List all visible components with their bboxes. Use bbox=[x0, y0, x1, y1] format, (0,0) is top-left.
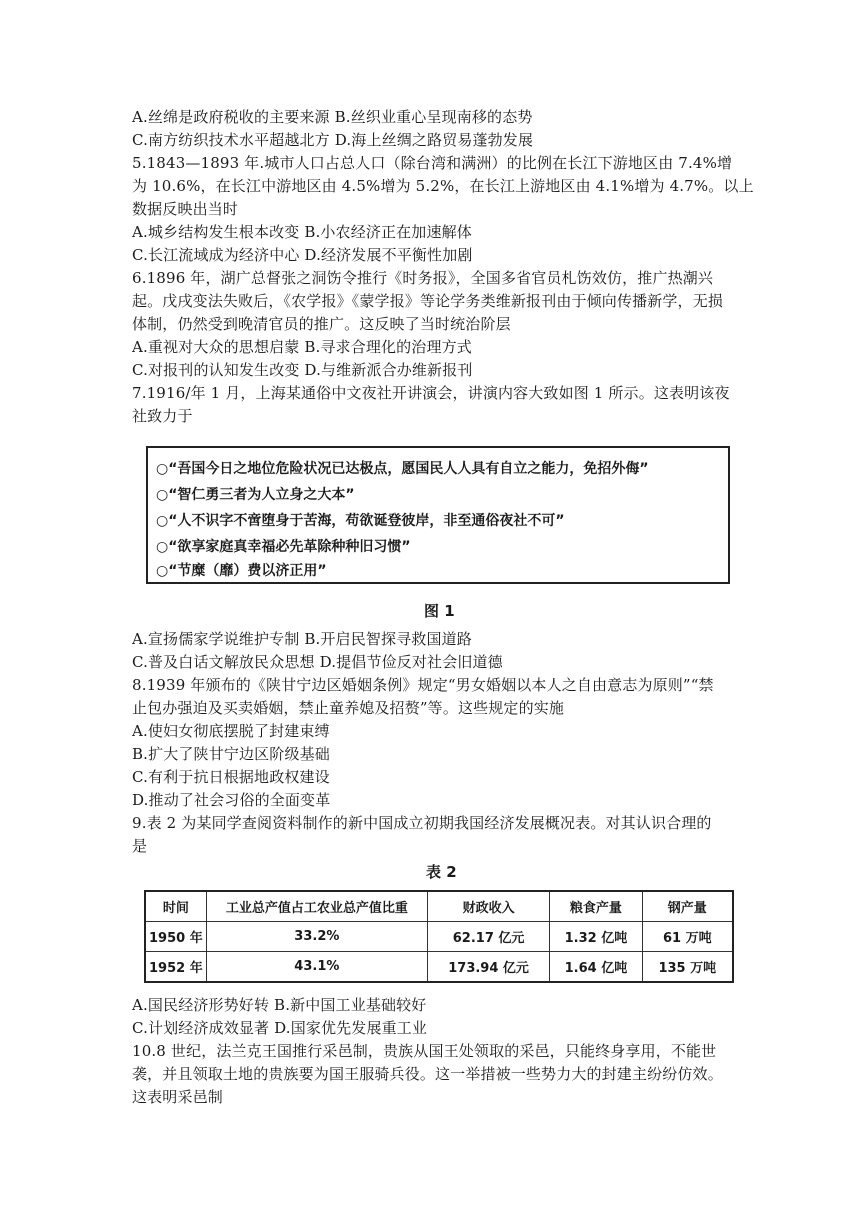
q5-option-ab: A.城乡结构发生根本改变 B.小农经济正在加速解体 bbox=[132, 223, 472, 241]
table-cell: 1.64 亿吨 bbox=[550, 952, 642, 983]
table-2 bbox=[144, 890, 734, 983]
q8-stem-line-1: 8.1939 年颁布的《陕甘宁边区婚姻条例》规定“男女婚姻以本人之自由意志为原则”“禁 bbox=[132, 676, 714, 694]
table-header-cell: 钢产量 bbox=[642, 891, 733, 922]
q6-stem-line-3: 体制，仍然受到晚清官员的推广。这反映了当时统治阶层 bbox=[132, 315, 511, 333]
table-row bbox=[145, 922, 733, 952]
q8-option-c: C.有利于抗日根据地政权建设 bbox=[132, 768, 330, 786]
table-cell: 1950 年 bbox=[145, 922, 206, 952]
table-cell: 43.1% bbox=[206, 952, 427, 983]
table-cell: 1.32 亿吨 bbox=[550, 922, 642, 952]
q8-option-a: A.使妇女彻底摆脱了封建束缚 bbox=[132, 722, 330, 740]
q4-option-cd: C.南方纺织技术水平超越北方 D.海上丝绸之路贸易蓬勃发展 bbox=[132, 131, 534, 149]
figure-1-caption: 图 1 bbox=[424, 602, 455, 620]
q6-option-cd: C.对报刊的认知发生改变 D.与维新派合办维新报刊 bbox=[132, 361, 473, 379]
q9-option-cd: C.计划经济成效显著 D.国家优先发展重工业 bbox=[132, 1019, 428, 1037]
q5-stem-line-2: 为 10.6%，在长江中游地区由 4.5%增为 5.2%，在长江上游地区由 4.1%增为 4.7%。以上 bbox=[132, 177, 754, 195]
figure-1-item: ○“欲享家庭真幸福必先革除种种旧习惯” bbox=[156, 539, 411, 555]
q6-stem-line-2: 起。戊戌变法失败后，《农学报》《蒙学报》等论学务类维新报刊由于倾向传播新学，无损 bbox=[132, 292, 724, 310]
table-cell: 62.17 亿元 bbox=[427, 922, 549, 952]
q8-option-b: B.扩大了陕甘宁边区阶级基础 bbox=[132, 745, 330, 763]
q8-option-d: D.推动了社会习俗的全面变革 bbox=[132, 791, 331, 809]
table-2-caption: 表 2 bbox=[426, 863, 457, 881]
figure-1-item: ○“智仁勇三者为人立身之大本” bbox=[156, 487, 355, 503]
figure-1-item: ○“人不识字不啻堕身于苦海，苟欲诞登彼岸，非至通俗夜社不可” bbox=[156, 513, 565, 529]
table-header-cell: 粮食产量 bbox=[550, 891, 642, 922]
table-row bbox=[145, 952, 733, 983]
q5-stem-line-3: 数据反映出当时 bbox=[132, 200, 239, 218]
figure-1-item: ○“节糜（靡）费以济正用” bbox=[156, 563, 327, 579]
table-cell: 1952 年 bbox=[145, 952, 206, 983]
q4-option-ab: A.丝绵是政府税收的主要来源 B.丝织业重心呈现南移的态势 bbox=[132, 108, 533, 126]
q9-stem-line-1: 9.表 2 为某同学查阅资料制作的新中国成立初期我国经济发展概况表。对其认识合理的 bbox=[132, 814, 712, 832]
table-header-cell: 财政收入 bbox=[427, 891, 549, 922]
q8-stem-line-2: 止包办强迫及买卖婚姻，禁止童养媳及招赘”等。这些规定的实施 bbox=[132, 699, 565, 717]
q10-stem-line-3: 这表明采邑制 bbox=[132, 1088, 223, 1106]
table-header-cell: 工业总产值占工农业总产值比重 bbox=[206, 891, 427, 922]
figure-1-box bbox=[146, 446, 730, 584]
table-cell: 135 万吨 bbox=[642, 952, 733, 983]
table-cell: 61 万吨 bbox=[642, 922, 733, 952]
table-cell: 33.2% bbox=[206, 922, 427, 952]
q10-stem-line-1: 10.8 世纪，法兰克王国推行采邑制，贵族从国王处领取的采邑，只能终身享用，不能世 bbox=[132, 1042, 717, 1060]
q9-option-ab: A.国民经济形势好转 B.新中国工业基础较好 bbox=[132, 996, 427, 1014]
q5-stem-line-1: 5.1843—1893 年.城市人口占总人口（除台湾和满洲）的比例在长江下游地区由 7.4%增 bbox=[132, 154, 733, 172]
q5-option-cd: C.长江流域成为经济中心 D.经济发展不平衡性加剧 bbox=[132, 246, 473, 264]
table-header-row bbox=[145, 891, 733, 922]
q6-stem-line-1: 6.1896 年，湖广总督张之洞饬令推行《时务报》，全国多省官员札饬效仿，推广热潮兴 bbox=[132, 269, 714, 287]
q6-option-ab: A.重视对大众的思想启蒙 B.寻求合理化的治理方式 bbox=[132, 338, 472, 356]
q7-stem-line-2: 社致力于 bbox=[132, 407, 193, 425]
q7-stem-line-1: 7.1916/年 1 月，上海某通俗中文夜社开讲演会，讲演内容大致如图 1 所示。这表明该夜 bbox=[132, 384, 730, 402]
figure-1-item: ○“吾国今日之地位危险状况已达极点，愿国民人人具有自立之能力，免招外侮” bbox=[156, 461, 649, 477]
q7-option-cd: C.普及白话文解放民众思想 D.提倡节俭反对社会旧道德 bbox=[132, 653, 503, 671]
table-cell: 173.94 亿元 bbox=[427, 952, 549, 983]
table-header-cell: 时间 bbox=[145, 891, 206, 922]
q7-option-ab: A.宣扬儒家学说维护专制 B.开启民智探寻救国道路 bbox=[132, 630, 472, 648]
q10-stem-line-2: 袭，并且领取土地的贵族要为国王服骑兵役。这一举措被一些势力大的封建主纷纷仿效。 bbox=[132, 1065, 723, 1083]
q9-stem-line-2: 是 bbox=[132, 837, 148, 855]
